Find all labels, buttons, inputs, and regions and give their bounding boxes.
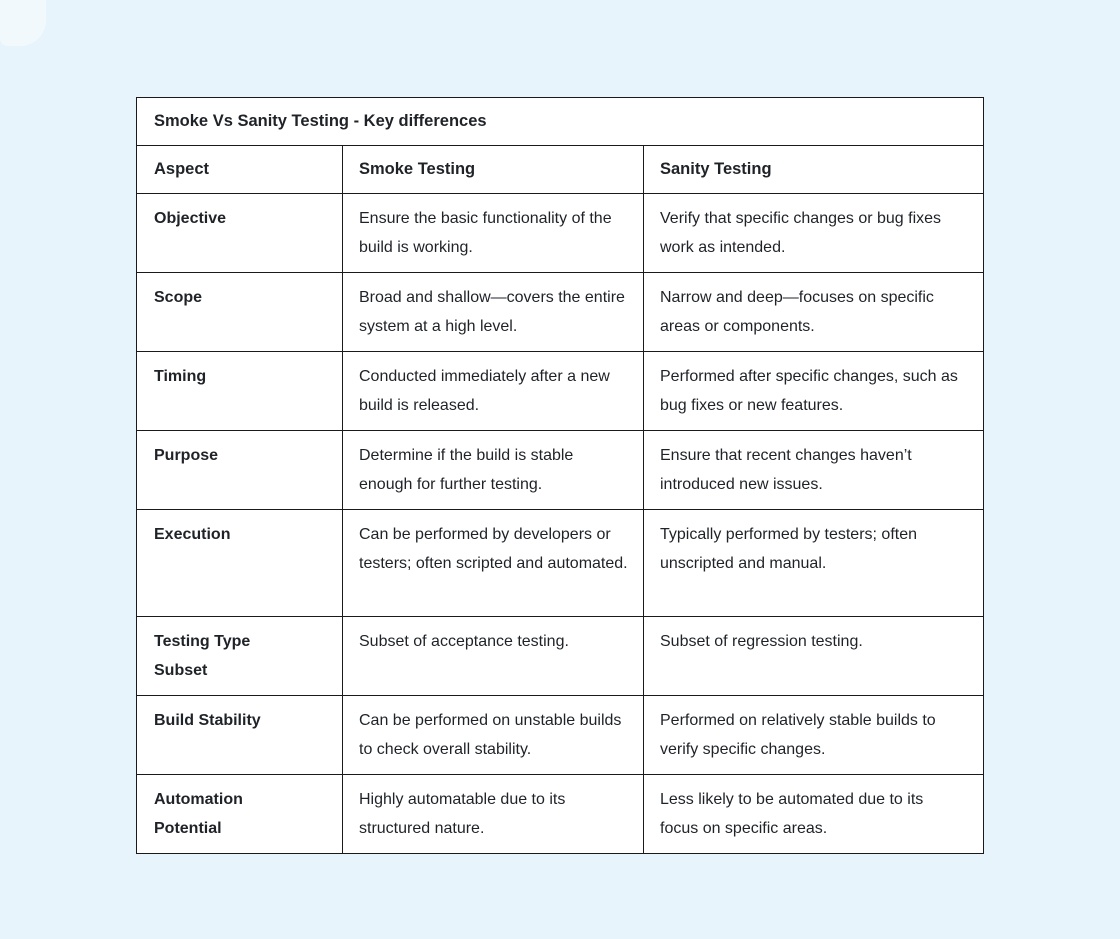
sanity-cell: Narrow and deep—focuses on specific areas or components. <box>644 273 984 352</box>
sanity-cell: Subset of regression testing. <box>644 617 984 696</box>
column-header-sanity-testing: Sanity Testing <box>644 146 984 194</box>
sanity-cell: Typically performed by testers; often unscripted and manual. <box>644 510 984 617</box>
comparison-table <box>136 97 984 854</box>
aspect-cell: Testing Type Subset <box>137 617 343 696</box>
aspect-cell: Scope <box>137 273 343 352</box>
table-row-purpose <box>137 431 984 510</box>
corner-artifact <box>0 0 46 46</box>
smoke-cell: Ensure the basic functionality of the build is working. <box>343 194 644 273</box>
sanity-cell: Less likely to be automated due to its focus on specific areas. <box>644 775 984 854</box>
table-title: Smoke Vs Sanity Testing - Key differences <box>137 98 984 146</box>
sanity-cell: Performed after specific changes, such as bug fixes or new features. <box>644 352 984 431</box>
comparison-table-container <box>136 97 983 854</box>
aspect-cell: Purpose <box>137 431 343 510</box>
table-title-row <box>137 98 984 146</box>
aspect-cell: Timing <box>137 352 343 431</box>
table-header-row <box>137 146 984 194</box>
smoke-cell: Conducted immediately after a new build is released. <box>343 352 644 431</box>
aspect-cell: Automation Potential <box>137 775 343 854</box>
table-row-timing <box>137 352 984 431</box>
smoke-cell: Can be performed on unstable builds to check overall stability. <box>343 696 644 775</box>
sanity-cell: Performed on relatively stable builds to verify specific changes. <box>644 696 984 775</box>
smoke-cell: Broad and shallow—covers the entire system at a high level. <box>343 273 644 352</box>
table-row-testing-type-subset <box>137 617 984 696</box>
aspect-cell: Build Stability <box>137 696 343 775</box>
table-row-objective <box>137 194 984 273</box>
sanity-cell: Ensure that recent changes haven’t introduced new issues. <box>644 431 984 510</box>
column-header-smoke-testing: Smoke Testing <box>343 146 644 194</box>
smoke-cell: Highly automatable due to its structured nature. <box>343 775 644 854</box>
sanity-cell: Verify that specific changes or bug fixes work as intended. <box>644 194 984 273</box>
table-row-build-stability <box>137 696 984 775</box>
column-header-aspect: Aspect <box>137 146 343 194</box>
table-row-scope <box>137 273 984 352</box>
aspect-cell: Objective <box>137 194 343 273</box>
aspect-cell: Execution <box>137 510 343 617</box>
table-row-automation-potential <box>137 775 984 854</box>
table-row-execution <box>137 510 984 617</box>
smoke-cell: Subset of acceptance testing. <box>343 617 644 696</box>
smoke-cell: Can be performed by developers or testers; often scripted and automated. <box>343 510 644 617</box>
smoke-cell: Determine if the build is stable enough for further testing. <box>343 431 644 510</box>
